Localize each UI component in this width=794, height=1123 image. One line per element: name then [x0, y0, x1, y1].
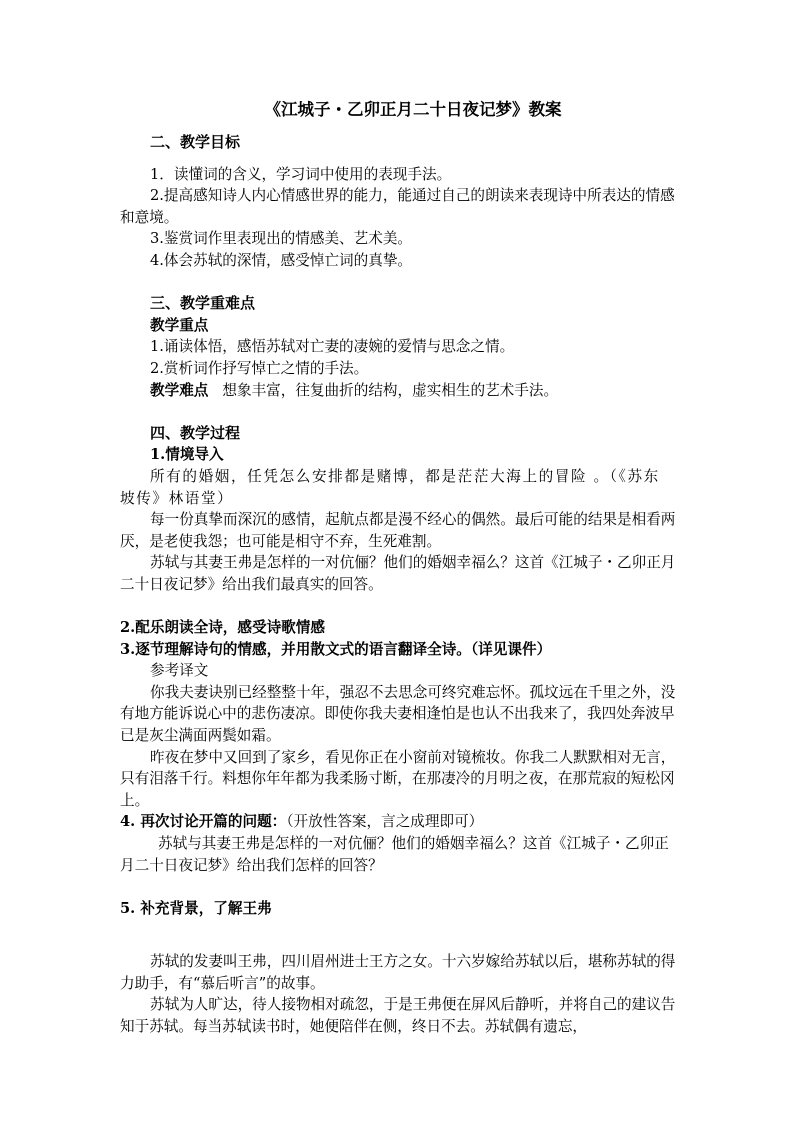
intro-question: 苏轼与其妻王弗是怎样的一对伉俪？他们的婚姻幸福么？这首《江城子・乙卯正月二十日夜记梦》给出我们最真实的回答。	[120, 554, 676, 593]
intro-quote: 所有的婚姻，任凭怎么安排都是赌博，都是茫茫大海上的冒险 。（《苏东坡传》林语堂）	[120, 467, 660, 507]
background-paragraph: 苏轼的发妻叫王弗，四川眉州进士王方之女。十六岁嫁给苏轼以后，堪称苏轼的得力助手，有“慕后听言”的故事。	[120, 952, 676, 992]
difficult-points-text: 想象丰富，往复曲折的结构，虚实相生的艺术手法。	[222, 381, 559, 399]
section-3-heading: 三、教学重难点	[150, 294, 256, 313]
translation-paragraph: 你我夫妻诀别已经整整十年，强忍不去思念可终究难忘怀。孤坟远在千里之外，没有地方能诉说心中的悲伤凄凉。即使你我夫妻相逢怕是也认不出我来了，我四处奔波早已是灰尘满面两鬓如霜。	[120, 683, 676, 745]
objective-item: 2.提高感知诗人内心情感世界的能力，能通过自己的朗读来表现诗中所表达的情感和意境。	[120, 187, 675, 226]
intro-paragraph: 每一份真挚而深沉的感情，起航点都是漫不经心的偶然。最后可能的结果是相看两厌，是老使我怨；也可能是相守不弃，生死难割。	[120, 511, 676, 550]
document-title: 《江城子・乙卯正月二十日夜记梦》教案	[264, 100, 562, 119]
background-paragraph: 苏轼为人旷达，待人接物相对疏忽，于是王弗便在屏风后静听，并将自己的建议告知于苏轼。每当苏轼读书时，她便陪伴在侧，终日不去。苏轼偶有遗忘，	[120, 996, 676, 1035]
document-body	[120, 98, 676, 1037]
step-4	[120, 811, 676, 833]
objective-item: 3.鉴赏词作里表现出的情感美、艺术美。	[150, 230, 413, 248]
step-5: 5. 补充背景，了解王弗	[120, 899, 272, 917]
step-4-question: 苏轼与其妻王弗是怎样的一对伉俪？他们的婚姻幸福么？这首《江城子・乙卯正月二十日夜记梦》给出我们怎样的回答？	[120, 835, 669, 874]
key-point-item: 1.诵读体悟，感悟苏轼对亡妻的凄婉的爱情与思念之情。	[150, 338, 515, 356]
objective-item: 4.体会苏轼的深情，感受悼亡词的真挚。	[150, 251, 413, 269]
key-point-item: 2.赏析词作抒写悼亡之情的手法。	[150, 359, 369, 377]
step-4-note: （开放性答案，言之成理即可）	[286, 813, 484, 831]
key-points-label: 教学重点	[150, 316, 209, 334]
difficult-points	[120, 380, 676, 402]
step-2: 2.配乐朗读全诗，感受诗歌情感	[120, 619, 325, 637]
step-3: 3.逐节理解诗句的情感，并用散文式的语言翻译全诗。（详见课件）	[120, 640, 552, 658]
reference-translation-label: 参考译文	[150, 662, 209, 680]
objective-item: 1．读懂词的含义，学习词中使用的表现手法。	[150, 165, 452, 183]
step-1-label: 1.情境导入	[150, 446, 224, 464]
translation-paragraph: 昨夜在梦中又回到了家乡，看见你正在小窗前对镜梳妆。你我二人默默相对无言，只有泪落千行。料想你年年都为我柔肠寸断，在那凄冷的月明之夜，在那荒寂的短松冈上。	[120, 748, 676, 809]
section-4-heading: 四、教学过程	[150, 423, 241, 442]
step-4-label: 4. 再次讨论开篇的问题：	[120, 813, 287, 831]
section-2-heading: 二、教学目标	[150, 133, 241, 151]
difficult-points-label: 教学难点	[150, 381, 209, 399]
